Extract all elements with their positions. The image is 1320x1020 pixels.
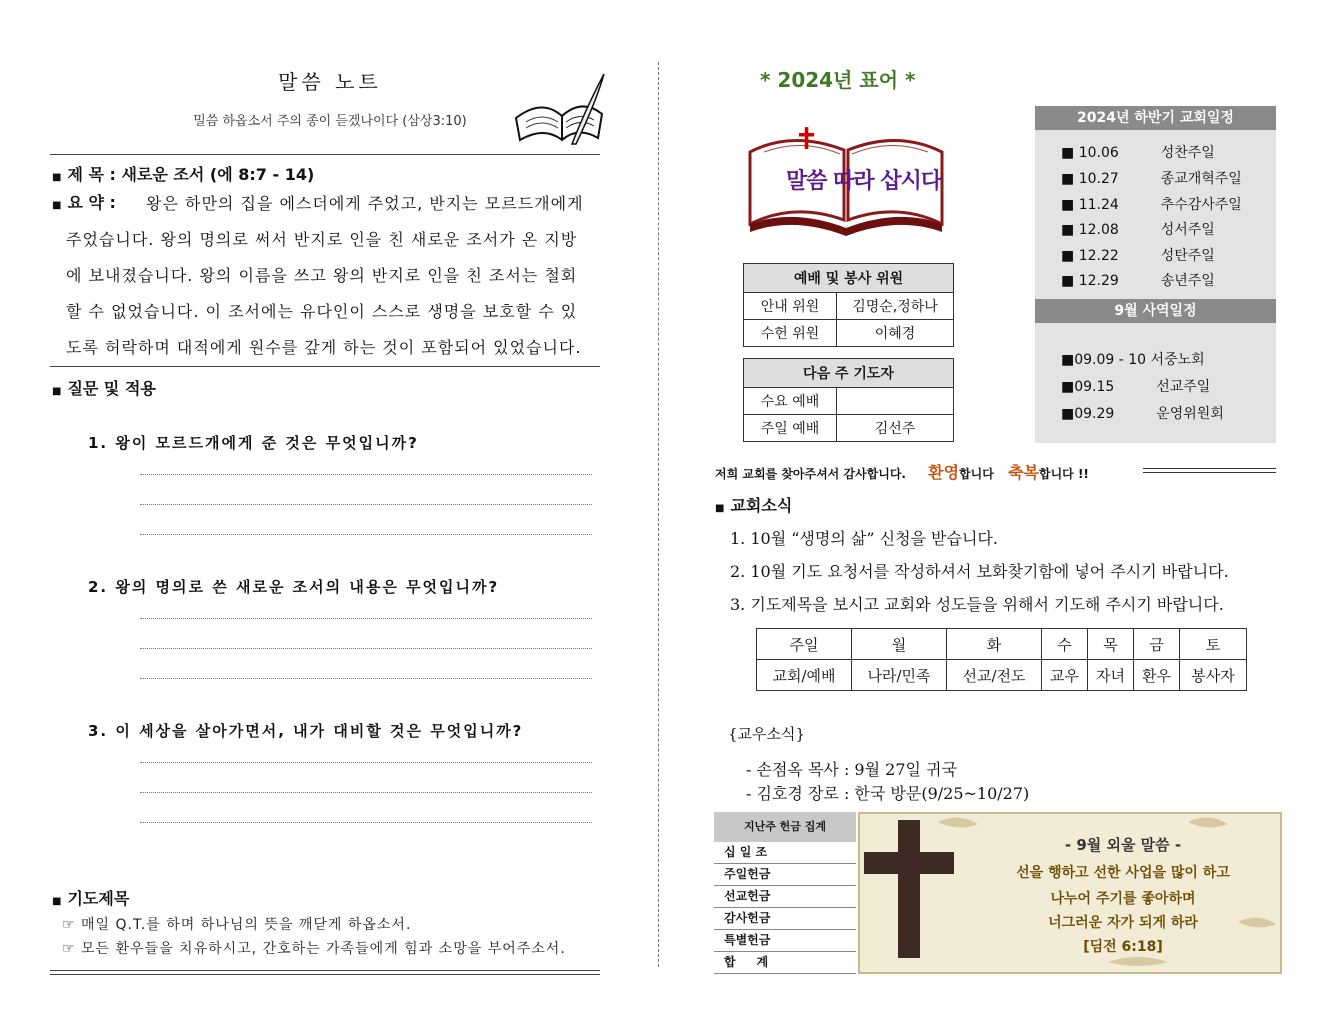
member-news-item: - 김호경 장로 : 한국 방문(9/25~10/27) (746, 784, 1030, 803)
day-topic: 나라/민족 (852, 660, 947, 691)
summary-line: 왕은 하만의 집을 에스더에게 주었고, 반지는 모르드개에게 (146, 194, 584, 213)
questions-heading (52, 376, 156, 399)
answer-line[interactable] (140, 762, 592, 763)
offering-heading: 지난주 헌금 집계 (714, 812, 856, 842)
motto-bible-graphic (742, 112, 950, 238)
offering-total: 합 계 (714, 952, 856, 974)
day-topic: 교우 (1042, 660, 1088, 691)
memory-verse-line: 너그러운 자가 되게 하라 (1048, 915, 1198, 931)
role-name: 김명순,정하나 (837, 293, 954, 320)
role-name: 이혜경 (837, 320, 954, 347)
answer-line[interactable] (140, 504, 592, 505)
bullet-icon: ■ (52, 896, 62, 907)
service-label: 수요 예배 (744, 388, 837, 415)
day-header: 주일 (757, 629, 852, 660)
offering-item: 특별헌금 (714, 930, 856, 952)
day-header: 목 (1088, 629, 1134, 660)
open-book-quill-icon (512, 68, 608, 148)
offering-item: 십 일 조 (714, 842, 856, 864)
day-topic: 선교/전도 (947, 660, 1042, 691)
summary-text (66, 186, 601, 366)
news-item: 2. 10월 기도 요청서를 작성하셔서 보화찾기함에 넣어 주시기 바랍니다. (730, 562, 1229, 581)
day-header: 토 (1180, 629, 1247, 660)
schedule-heading: 2024년 하반기 교회일정 (1035, 106, 1276, 130)
member-news-heading: {교우소식} (728, 725, 806, 743)
offering-item: 주일헌금 (714, 864, 856, 886)
page-title: 말씀 노트 (278, 70, 382, 94)
prayer-item: ☞ 모든 환우들을 치유하시고, 간호하는 가족들에게 힘과 소망을 부어주소서. (62, 941, 566, 957)
leader-name (837, 388, 954, 415)
prayer-heading-text: 기도제목 (67, 889, 130, 908)
question-1: 1. 왕이 모르드개에게 준 것은 무엇입니까? (88, 434, 419, 452)
news-item: 3. 기도제목을 보시고 교회와 성도들을 위해서 기도해 주시기 바랍니다. (730, 595, 1224, 614)
summary-line: 에 보내졌습니다. 왕의 이름을 쓰고 왕의 반지로 인을 친 조서는 철회 (66, 266, 578, 285)
day-topic: 환우 (1134, 660, 1180, 691)
day-header: 화 (947, 629, 1042, 660)
prayer-leaders-table (743, 358, 954, 442)
news-heading: ■ 교회소식 (715, 496, 793, 515)
role-label: 안내 위원 (744, 293, 837, 320)
memory-verse-line: 선을 행하고 선한 사업을 많이 하고 (1016, 865, 1230, 881)
answer-line[interactable] (140, 822, 592, 823)
schedule-item: ■ 12.08 성서주일 (1061, 222, 1215, 238)
day-header: 수 (1042, 629, 1088, 660)
memory-verse-reference: [딤전 6:18] (1083, 939, 1163, 955)
subject-label: 제 목 : (67, 165, 116, 184)
prayer-item: ☞ 매일 Q.T.를 하며 하나님의 뜻을 깨닫게 하옵소서. (62, 917, 412, 933)
ministry-item: ■09.15 선교주일 (1061, 379, 1211, 395)
day-header: 월 (852, 629, 947, 660)
day-topic: 교회/예배 (757, 660, 852, 691)
bottom-rule (50, 970, 600, 975)
header-verse: 밀씀 하옵소서 주의 종이 듣겠나이다 (삼상3:10) (193, 114, 467, 129)
weekly-prayer-table (756, 628, 1247, 691)
sermon-subject (52, 162, 314, 185)
questions-heading-text: 질문 및 적용 (67, 379, 156, 398)
offering-item: 선교헌금 (714, 886, 856, 908)
summary-label: 요 약 : (67, 193, 116, 212)
red-cross-icon: ✝ (794, 122, 820, 157)
prayer-leaders-heading: 다음 주 기도자 (744, 359, 954, 388)
summary-line: 주었습니다. 왕의 명의로 써서 반지로 인을 친 새로운 조서가 온 지방 (66, 230, 578, 249)
memory-verse-title: - 9월 외울 말씀 - (1064, 836, 1182, 854)
schedule-item: ■ 11.24 추수감사주일 (1061, 197, 1242, 213)
schedule-item: ■ 10.06 성찬주일 (1061, 145, 1215, 161)
summary-line: 도록 허락하며 대적에게 원수를 갚게 하는 것이 포함되어 있었습니다. (66, 338, 582, 357)
answer-line[interactable] (140, 618, 592, 619)
ministry-item: ■09.09 - 10 서중노회 (1061, 352, 1205, 368)
memory-verse-panel (858, 812, 1282, 974)
schedule-item: ■ 12.29 송년주일 (1061, 273, 1215, 289)
bullet-icon: ■ (715, 503, 725, 514)
answer-line[interactable] (140, 534, 592, 535)
offering-summary-table (714, 812, 856, 974)
answer-line[interactable] (140, 792, 592, 793)
motto-text: 말씀 따라 삽시다 (786, 169, 942, 194)
subject-text: 새로운 조서 (에 8:7 - 14) (121, 165, 315, 184)
worship-roles-table (743, 263, 954, 347)
leader-name: 김선주 (837, 415, 954, 442)
prayer-heading (52, 886, 129, 909)
answer-line[interactable] (140, 648, 592, 649)
year-motto-title: * 2024년 표어 * (760, 68, 916, 92)
bullet-icon: ■ (52, 172, 62, 183)
day-header: 금 (1134, 629, 1180, 660)
service-label: 주일 예배 (744, 415, 837, 442)
news-item: 1. 10월 “생명의 삶” 신청을 받습니다. (730, 529, 998, 548)
question-3: 3. 이 세상을 살아가면서, 내가 대비할 것은 무엇입니까? (88, 722, 524, 740)
page-divider (658, 62, 659, 967)
member-news-item: - 손점옥 목사 : 9월 27일 귀국 (746, 760, 957, 779)
day-topic: 자녀 (1088, 660, 1134, 691)
schedule-item: ■ 12.22 성탄주일 (1061, 248, 1215, 264)
rule (50, 366, 600, 367)
bullet-icon: ■ (52, 200, 62, 211)
answer-line[interactable] (140, 474, 592, 475)
church-schedule-panel (1035, 106, 1276, 443)
cross-icon (864, 820, 954, 960)
ministry-item: ■09.29 운영위원회 (1061, 406, 1224, 422)
welcome-rule (1143, 468, 1276, 473)
roles-heading: 예배 및 봉사 위원 (744, 264, 954, 293)
role-label: 수헌 위원 (744, 320, 837, 347)
memory-verse-line: 나누어 주기를 좋아하며 (1050, 891, 1196, 907)
welcome-message: 저희 교회를 찾아주셔서 감사합니다. 환영합니다 축복합니다 !! (715, 463, 1089, 482)
offering-item: 감사헌금 (714, 908, 856, 930)
day-topic: 봉사자 (1180, 660, 1247, 691)
summary-line: 할 수 없었습니다. 이 조서에는 유다인이 스스로 생명을 보호할 수 있 (66, 302, 578, 321)
question-2: 2. 왕의 명의로 쓴 새로운 조서의 내용은 무엇입니까? (88, 578, 500, 596)
schedule-item: ■ 10.27 종교개혁주일 (1061, 171, 1242, 187)
bullet-icon: ■ (52, 386, 62, 397)
rule (50, 154, 600, 155)
answer-line[interactable] (140, 678, 592, 679)
ministry-heading: 9월 사역일정 (1035, 299, 1276, 323)
